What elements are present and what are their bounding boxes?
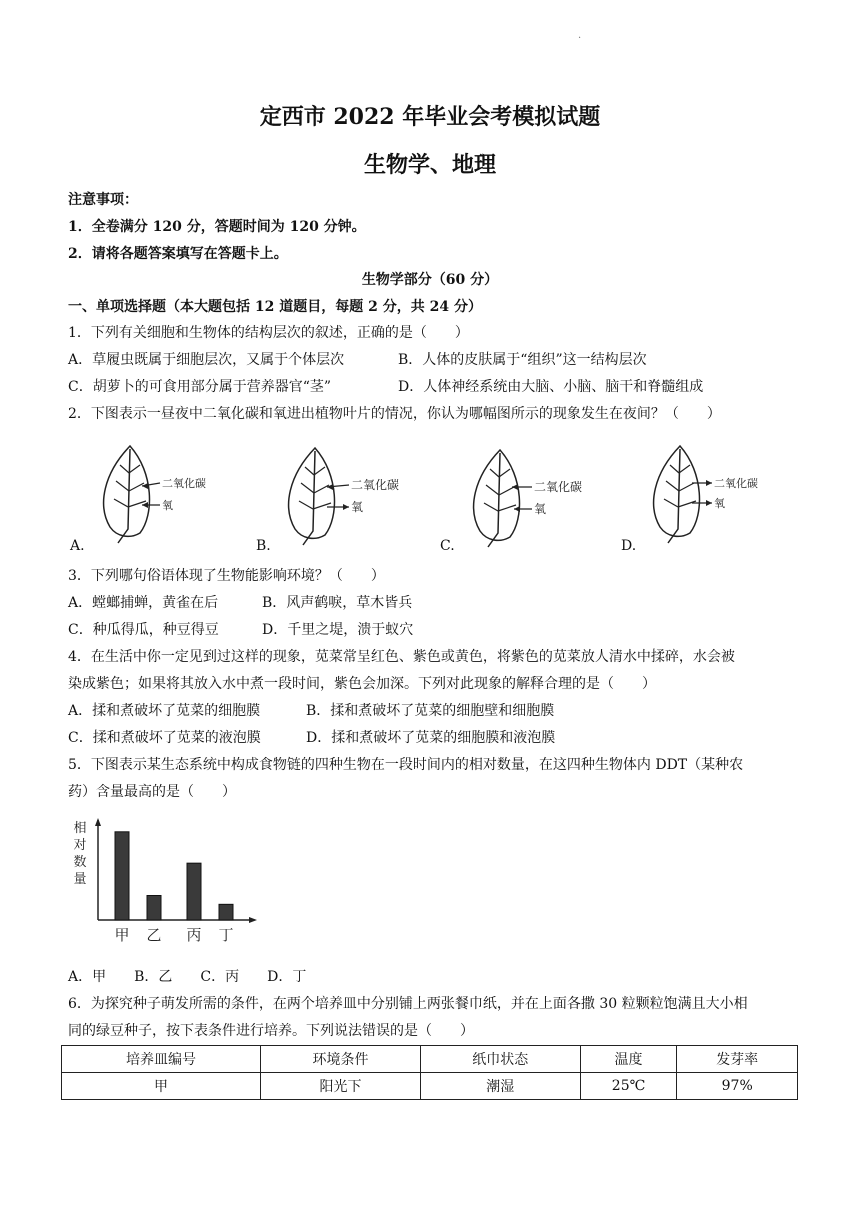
notice-heading: 注意事项： <box>68 192 138 208</box>
q1-stem: 1．下列有关细胞和生物体的结构层次的叙述，正确的是（ ） <box>68 325 469 341</box>
table-header-cell: 纸巾状态 <box>420 1046 580 1073</box>
q3-option-a: A．螳螂捕蝉，黄雀在后 <box>68 595 219 611</box>
leaf-b-co2-label: 二氧化碳 <box>351 478 400 492</box>
bar-4 <box>219 904 233 920</box>
y-axis-label-char: 相 <box>73 821 87 836</box>
q3-option-c: C．种瓜得瓜，种豆得豆 <box>68 622 219 638</box>
relative-quantity-bar-chart <box>68 818 268 948</box>
q2-option-b: B. <box>256 538 271 554</box>
table-header-cell: 培养皿编号 <box>62 1046 261 1073</box>
q1-option-a: A．草履虫既属于细胞层次，又属于个体层次 <box>68 352 345 368</box>
x-tick-label: 丙 <box>186 926 202 944</box>
table-header-cell: 环境条件 <box>261 1046 421 1073</box>
x-tick-label: 乙 <box>146 926 162 944</box>
leaf-diagram-b <box>275 445 425 550</box>
table-header-row <box>62 1046 798 1073</box>
table-cell: 阳光下 <box>261 1073 421 1100</box>
table-cell: 97% <box>677 1073 798 1100</box>
table-header-cell: 温度 <box>580 1046 677 1073</box>
exam-title: 定西市 2022 年毕业会考模拟试题 <box>259 104 601 130</box>
q4-option-c: C．揉和煮破坏了苋菜的液泡膜 <box>68 730 261 746</box>
notice-item-1: 1．全卷满分 120 分，答题时间为 120 分钟。 <box>68 219 366 235</box>
q5-answer-options: A．甲 B．乙 C．丙 D．丁 <box>68 969 307 985</box>
section-title: 生物学部分（60 分） <box>361 272 499 288</box>
q4-option-d: D．揉和煮破坏了苋菜的细胞膜和液泡膜 <box>306 730 556 746</box>
q4-stem-line2: 染成紫色；如果将其放入水中煮一段时间，紫色会加深。下列对此现象的解释合理的是（ ） <box>68 676 656 692</box>
bar-2 <box>147 896 161 921</box>
q1-option-d: D．人体神经系统由大脑、小脑、脑干和脊髓组成 <box>398 379 704 395</box>
q6-stem-line2: 同的绿豆种子，按下表条件进行培养。下列说法错误的是（ ） <box>68 1023 474 1039</box>
x-tick-label: 甲 <box>114 926 130 944</box>
exam-subtitle: 生物学、地理 <box>363 152 496 178</box>
leaf-b-o2-label: 氧 <box>351 500 364 514</box>
q5-stem-line2: 药）含量最高的是（ ） <box>68 784 236 800</box>
q4-option-a: A．揉和煮破坏了苋菜的细胞膜 <box>68 703 261 719</box>
table-cell: 25℃ <box>580 1073 677 1100</box>
leaf-d-co2-label: 二氧化碳 <box>714 477 758 490</box>
table-header-cell: 发芽率 <box>677 1046 798 1073</box>
q2-option-d: D. <box>621 538 637 554</box>
leaf-diagram-c <box>458 447 608 552</box>
seed-germination-table <box>61 1045 798 1100</box>
notice-item-2: 2．请将各题答案填写在答题卡上。 <box>68 246 288 262</box>
q2-option-c: C. <box>440 538 455 554</box>
q2-option-a: A. <box>70 538 85 554</box>
q1-option-b: B．人体的皮肤属于“组织”这一结构层次 <box>398 352 647 368</box>
leaf-c-o2-label: 氧 <box>534 502 547 516</box>
table-row <box>62 1073 798 1100</box>
bar-1 <box>115 832 129 920</box>
q3-option-d: D．千里之堤，溃于蚁穴 <box>262 622 414 638</box>
y-axis-label-char: 对 <box>73 838 87 853</box>
bar-3 <box>187 863 201 920</box>
leaf-c-co2-label: 二氧化碳 <box>534 480 583 494</box>
y-axis-label-char: 数 <box>73 855 87 870</box>
q4-stem-line1: 4．在生活中你一定见到过这样的现象，苋菜常呈红色、紫色或黄色，将紫色的苋菜放人清水中揉碎，水会被 <box>68 649 735 665</box>
q1-option-c: C．胡萝卜的可食用部分属于营养器官“茎” <box>68 379 332 395</box>
q3-stem: 3．下列哪句俗语体现了生物能影响环境？（ ） <box>68 568 385 584</box>
q3-option-b: B．风声鹤唳，草木皆兵 <box>262 595 413 611</box>
q2-stem: 2．下图表示一昼夜中二氧化碳和氧进出植物叶片的情况，你认为哪幅图所示的现象发生在夜间？（ ） <box>68 406 721 422</box>
leaf-a-co2-label: 二氧化碳 <box>162 477 206 490</box>
q5-stem-line1: 5．下图表示某生态系统中构成食物链的四种生物在一段时间内的相对数量，在这四种生物体内 DDT（某种农 <box>68 757 744 773</box>
leaf-diagram-a <box>92 443 242 548</box>
part-title: 一、单项选择题（本大题包括 12 道题目，每题 2 分，共 24 分） <box>68 299 482 315</box>
page-dot: . <box>578 30 582 41</box>
q6-stem-line1: 6．为探究种子萌发所需的条件，在两个培养皿中分别铺上两张餐巾纸，并在上面各撒 30 粒颗粒饱满且大小相 <box>68 996 748 1012</box>
q4-option-b: B．揉和煮破坏了苋菜的细胞壁和细胞膜 <box>306 703 555 719</box>
table-cell: 潮湿 <box>420 1073 580 1100</box>
leaf-d-o2-label: 氧 <box>714 497 725 510</box>
y-axis-arrow <box>95 818 101 826</box>
x-axis-arrow <box>249 917 257 923</box>
table-cell: 甲 <box>62 1073 261 1100</box>
x-tick-label: 丁 <box>218 926 234 944</box>
y-axis-label-char: 量 <box>73 872 87 887</box>
leaf-a-o2-label: 氧 <box>162 499 173 512</box>
leaf-diagram-d <box>640 443 790 548</box>
